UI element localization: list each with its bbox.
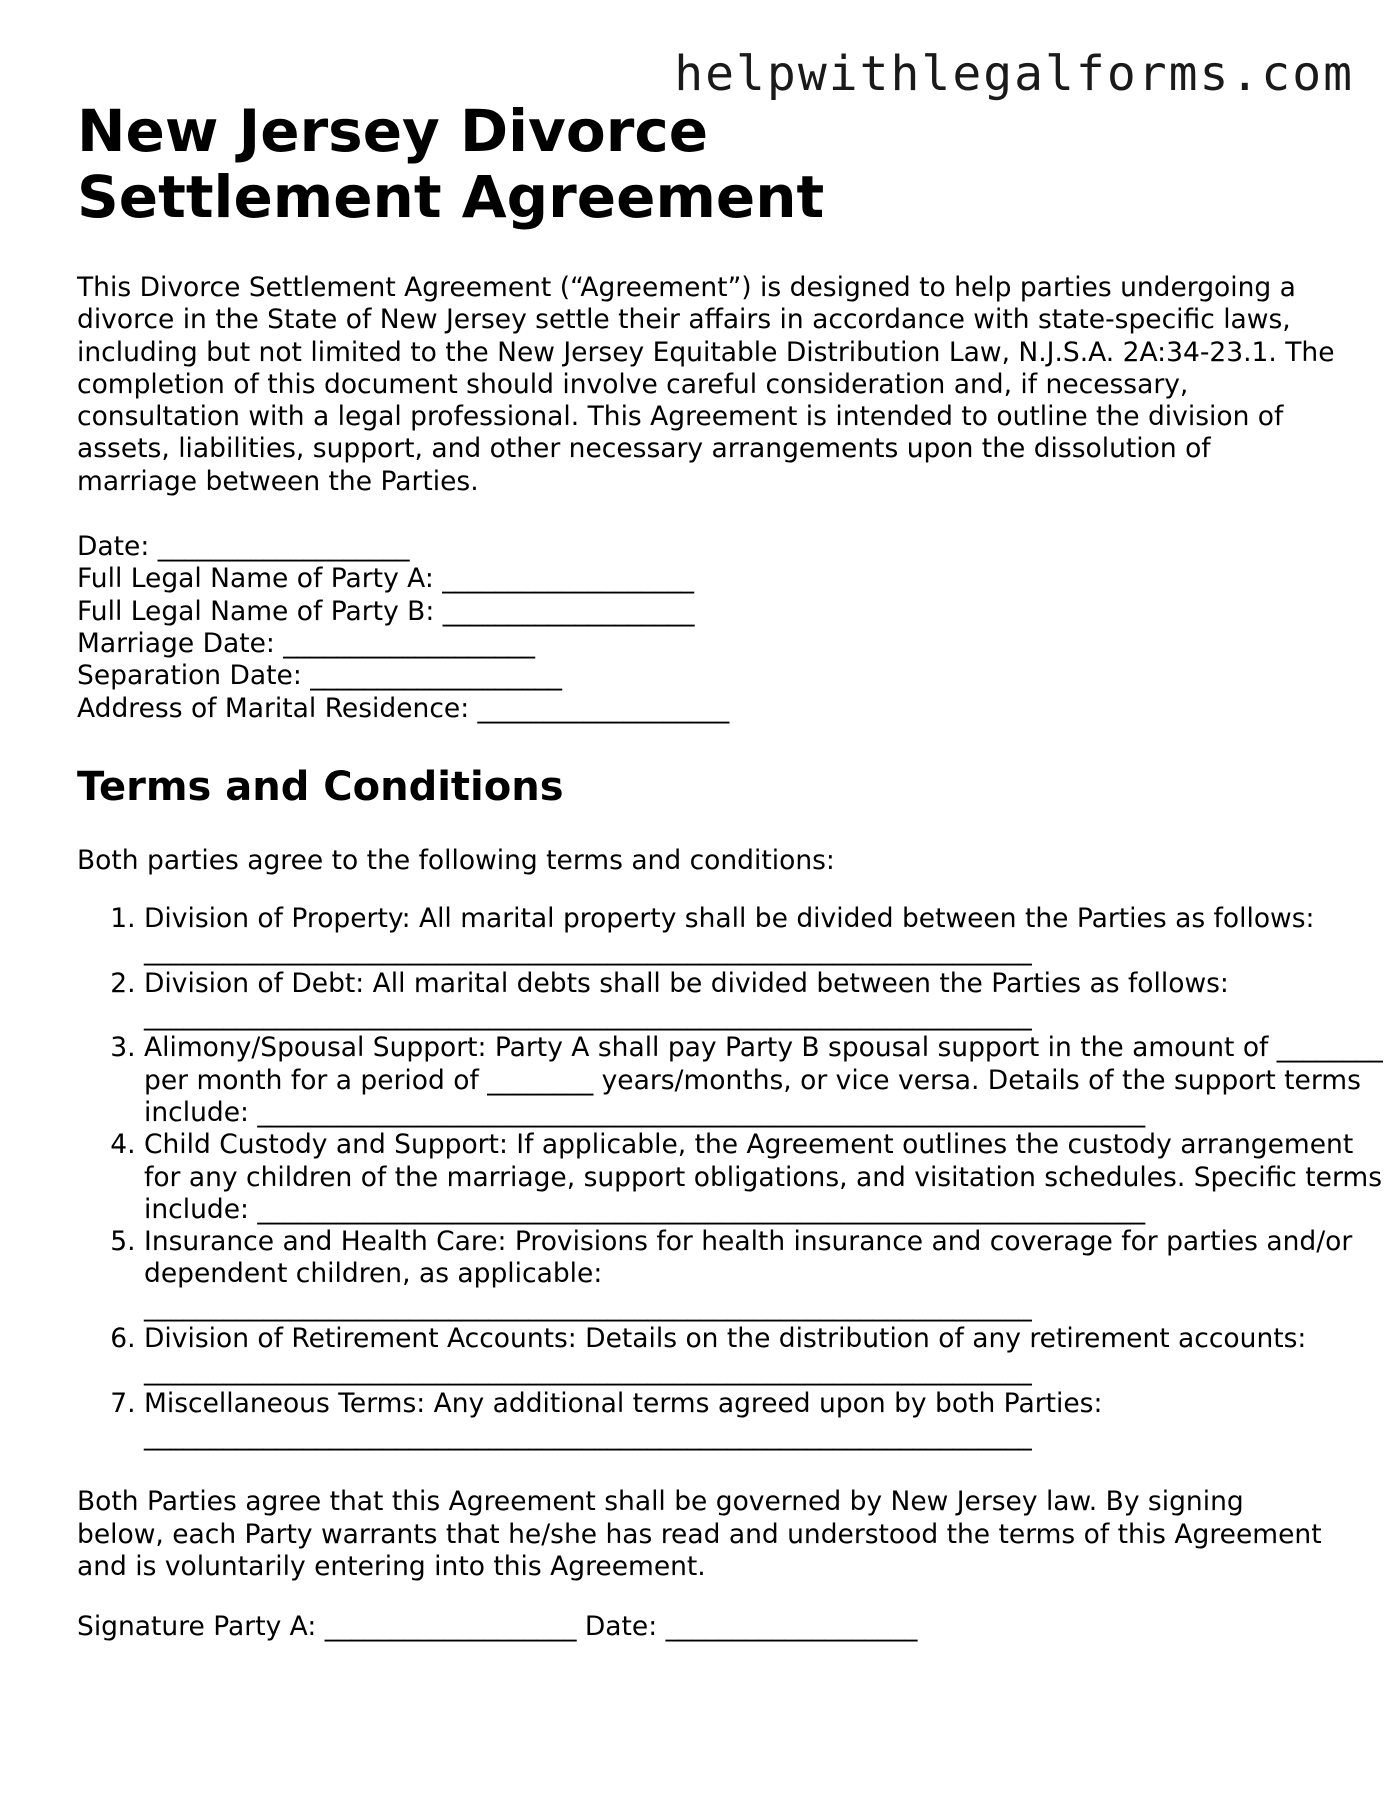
document-title: New Jersey Divorce Settlement Agreement	[77, 97, 825, 231]
terms-list	[77, 903, 1384, 1452]
field-date: Date: ___________________	[77, 531, 410, 563]
terms-heading: Terms and Conditions	[77, 763, 564, 810]
term-alimony: 3. Alimony/Spousal Support: Party A shall pay Party B spousal support in the amount of ________ per month for a period of ________ years/months, or vice versa. Details of the support terms include: ___________________________________________________________________	[144, 1032, 1384, 1129]
field-party-a-name: Full Legal Name of Party A: ___________________	[77, 563, 694, 595]
field-marriage-date: Marriage Date: ___________________	[77, 627, 536, 659]
field-marital-residence: Address of Marital Residence: ___________________	[77, 692, 730, 724]
signature-line-party-a: Signature Party A: ___________________ Date: ___________________	[77, 1611, 918, 1643]
field-separation-date: Separation Date: ___________________	[77, 660, 562, 692]
document-body	[77, 97, 1383, 1643]
term-division-of-debt: 2. Division of Debt: All marital debts shall be divided between the Parties as follows: ___________________________________________________________________	[144, 968, 1384, 1033]
term-miscellaneous: 7. Miscellaneous Terms: Any additional terms agreed upon by both Parties: ___________________________________________________________________	[144, 1388, 1384, 1453]
closing-paragraph: Both Parties agree that this Agreement shall be governed by New Jersey law. By signing below, each Party warrants that he/she has read and understood the terms of this Agreement and is voluntarily entering into this Agreement.	[77, 1486, 1322, 1582]
terms-lead: Both parties agree to the following terms and conditions:	[77, 844, 835, 876]
field-party-b-name: Full Legal Name of Party B: ___________________	[77, 595, 695, 627]
term-insurance: 5. Insurance and Health Care: Provisions for health insurance and coverage for parties and/or dependent children, as applicable: ___________________________________________________________________	[144, 1226, 1384, 1323]
party-info-fields	[77, 531, 1337, 725]
term-division-of-property: 1. Division of Property: All marital property shall be divided between the Parties as follows: ___________________________________________________________________	[144, 903, 1384, 968]
site-watermark: helpwithlegalforms.com	[674, 46, 1354, 102]
term-retirement-accounts: 6. Division of Retirement Accounts: Details on the distribution of any retirement accounts: ___________________________________________________________________	[144, 1323, 1384, 1388]
term-child-custody: 4. Child Custody and Support: If applicable, the Agreement outlines the custody arrangement for any children of the marriage, support obligations, and visitation schedules. Specific terms include: ___________________________________________________________________	[144, 1129, 1384, 1226]
intro-paragraph: This Divorce Settlement Agreement (“Agreement”) is designed to help parties undergoing a divorce in the State of New Jersey settle their affairs in accordance with state-specific laws, including but not limited to the New Jersey Equitable Distribution Law, N.J.S.A. 2A:34-23.1. The completion of this document should involve careful consideration and, if necessary, consultation with a legal professional. This Agreement is intended to outline the division of assets, liabilities, support, and other necessary arrangements upon the dissolution of marriage between the Parties.	[77, 272, 1335, 497]
